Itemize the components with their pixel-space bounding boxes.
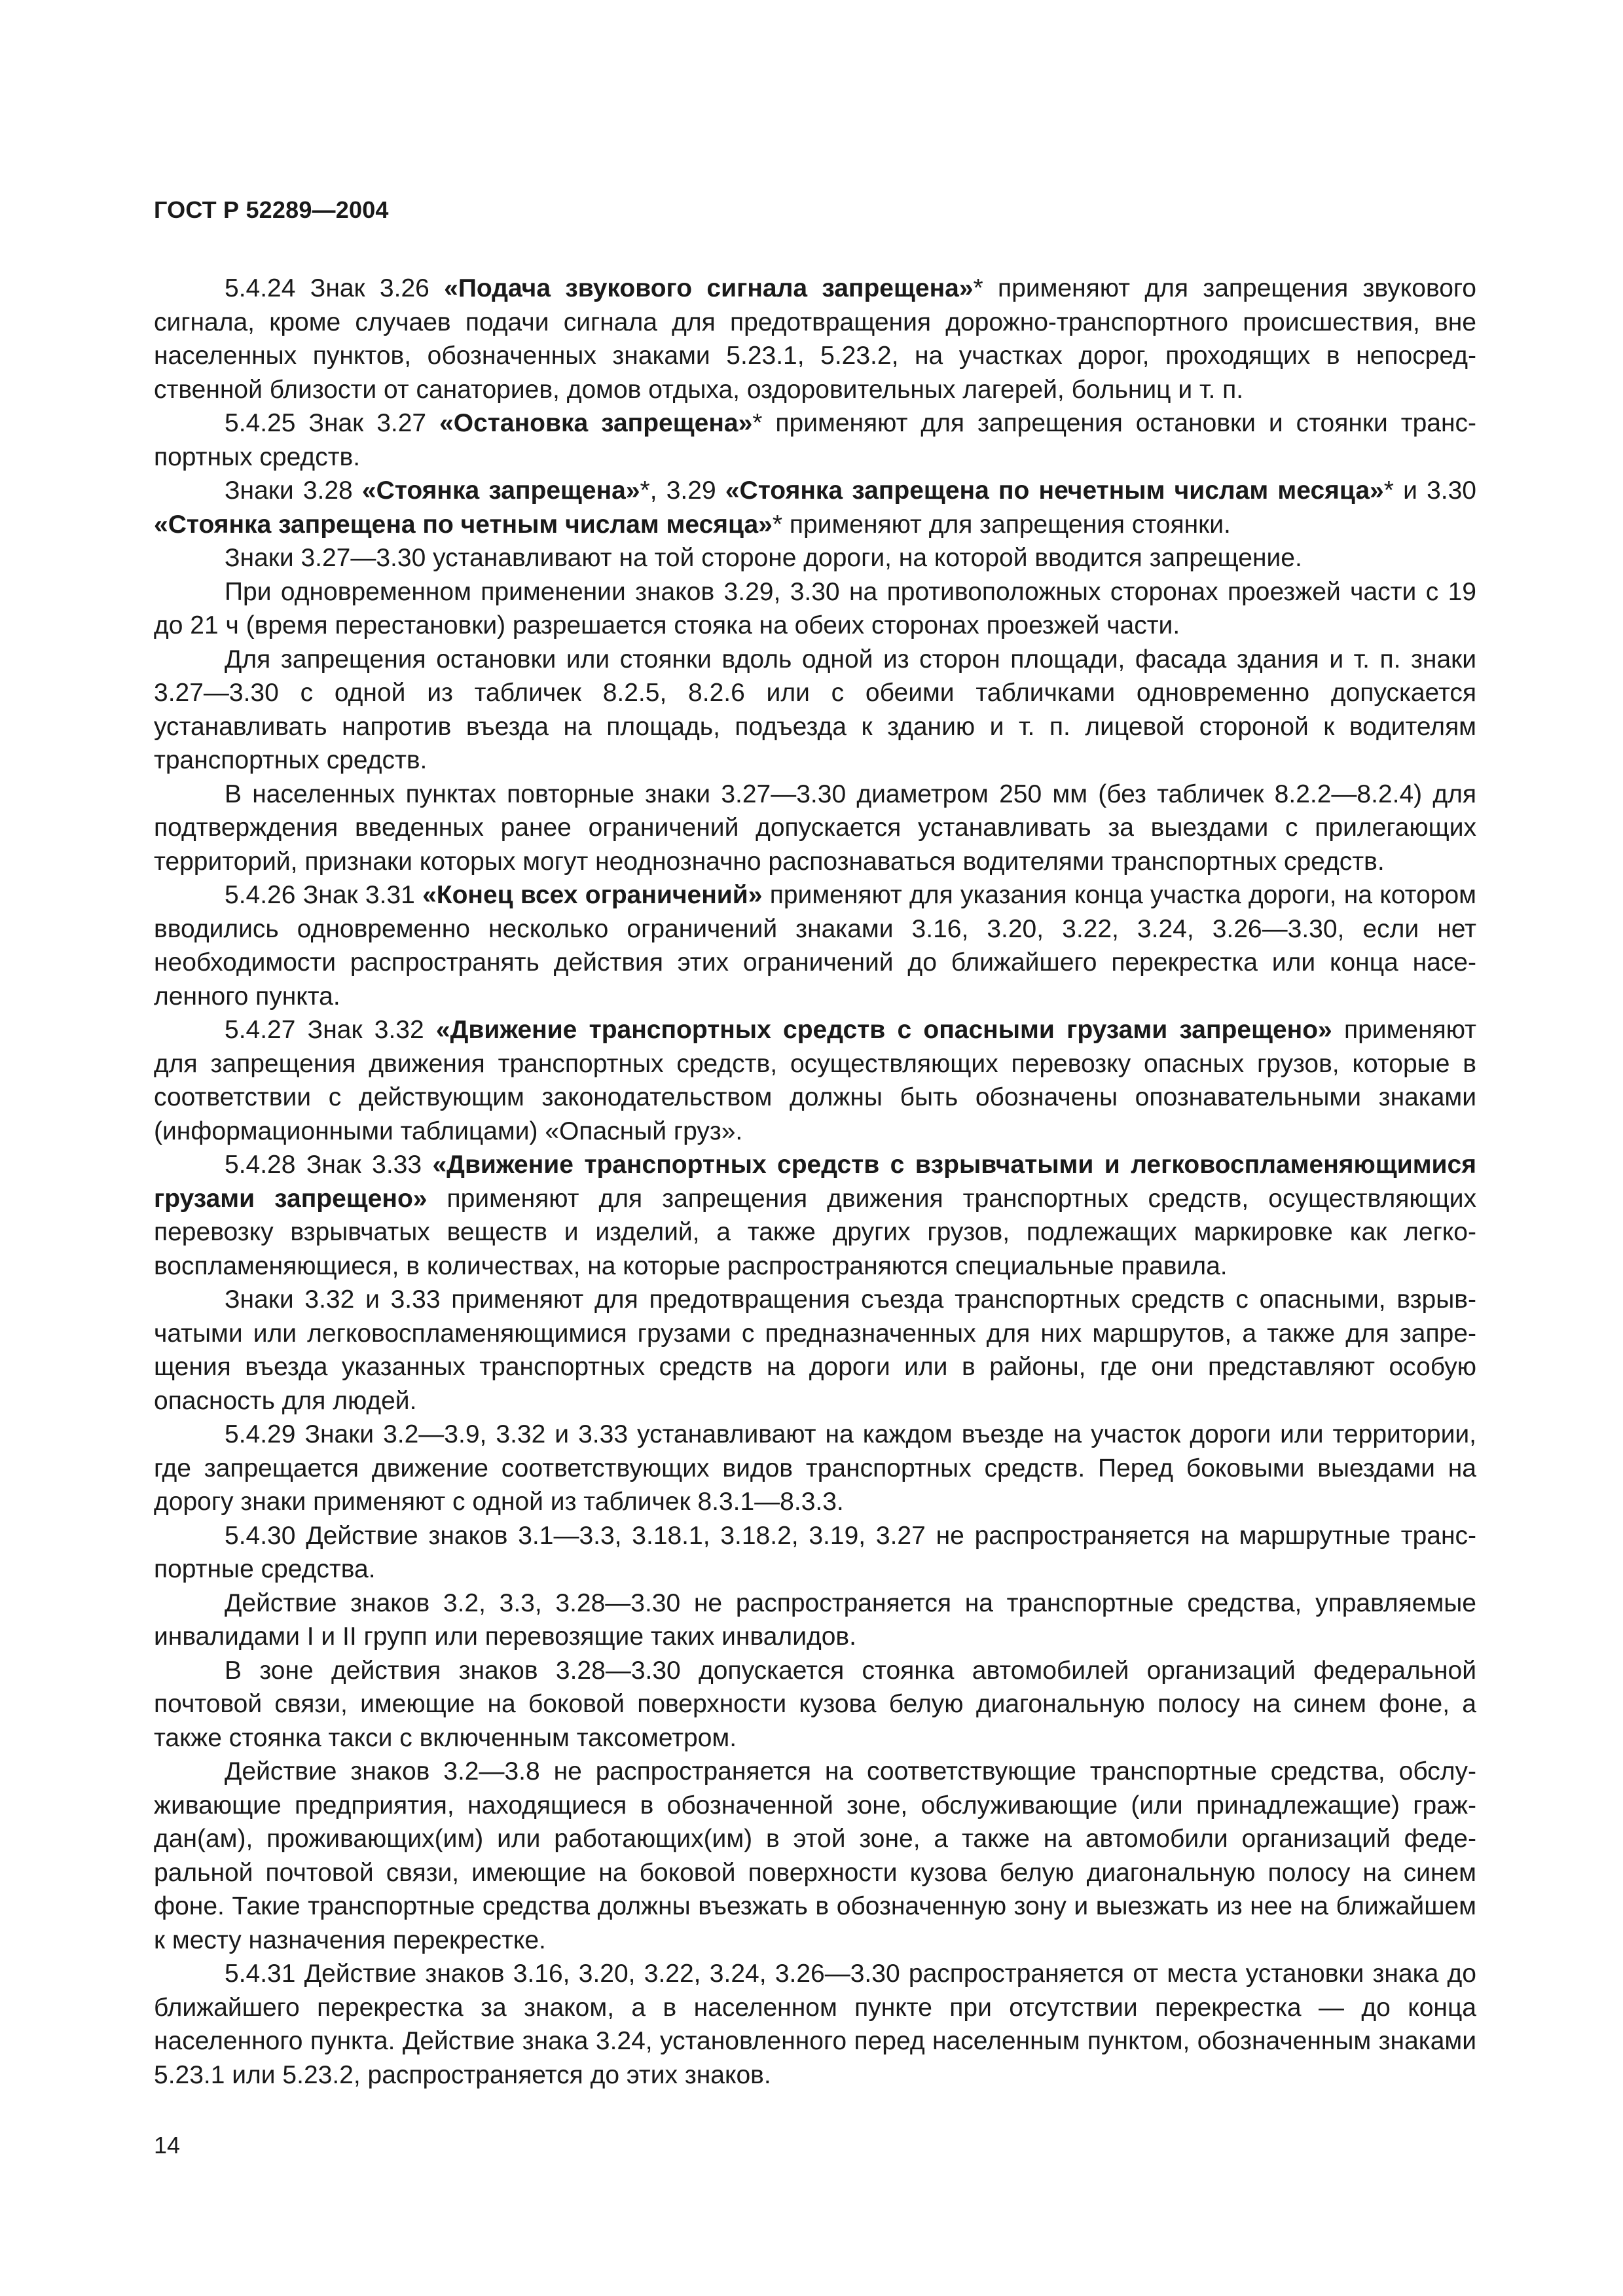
sign-name-bold: «Конец всех ограничений» bbox=[422, 881, 763, 909]
text-run: 5.4.27 Знак 3.32 bbox=[225, 1016, 436, 1044]
text-run: 5.4.29 Знаки 3.2—3.9, 3.32 и 3.33 устанавливают на каждом въезде на участок дороги или территории, где запрещается движение соответствующих видов транспортных средств. Перед боковыми выездами на дорогу знаки применяют с одной из табличек 8.3.1—8.3.3. bbox=[154, 1420, 1476, 1516]
text-run: В населенных пунктах повторные знаки 3.27—3.30 диаметром 250 мм (без табличек 8.2.2—8.2.4) для подтверждения введенных ранее ограничений допускается устанавливать за выездами с прилегающих территорий, признаки которых могут неоднозначно распознаваться водителями транспортных средств. bbox=[154, 780, 1476, 876]
text-run: Для запрещения остановки или стоянки вдоль одной из сторон площади, фасада здания и т. п. знаки 3.27—3.30 с одной из табличек 8.2.5, 8.2.6 или с обеими табличками одновременно допускается устанавливать напротив въезда на площадь, подъезда к зданию и т. п. лицевой стороной к водителям транспортных средств. bbox=[154, 645, 1476, 774]
paragraph bbox=[154, 1957, 1476, 2092]
text-run: При одновременном применении знаков 3.29, 3.30 на противоположных сторонах проезжей части с 19 до 21 ч (время перестановки) разрешается стояка на обеих сторонах проезжей части. bbox=[154, 577, 1476, 639]
paragraph bbox=[154, 474, 1476, 541]
document-body bbox=[154, 272, 1476, 2092]
paragraph bbox=[154, 1654, 1476, 1755]
text-run: применяют для запрещения движения транспортных средств, осуществляющих перевозку взрывчатых веществ и изделий, а также других грузов, подлежащих маркировке как легковоспламеняющиеся, в количествах, на которые распространяются специальные правила. bbox=[154, 1184, 1476, 1280]
text-run: 5.4.24 Знак 3.26 bbox=[225, 274, 445, 302]
text-run: * применяют для запрещения звукового сигнала, кроме случаев подачи сигнала для предотвращения дорожно-транспортного происшествия, вне населенных пунктов, обозначенных знаками 5.23.1, 5.23.2, на участках дорог, проходящих в непосредственной близости от санаториев, домов отдыха, оздоровительных лагерей, больниц и т. п. bbox=[154, 274, 1476, 404]
paragraph bbox=[154, 878, 1476, 1013]
text-run: * и 3.30 bbox=[1383, 476, 1476, 505]
text-run: применяют для запрещения движения транспортных средств, осуществляющих перевозку опасных грузов, которые в соответствии с действующим законодательством должны быть обозначены опознавательными знаками (информационными таблицами) «Опасный груз». bbox=[154, 1016, 1476, 1145]
paragraph bbox=[154, 1519, 1476, 1587]
sign-name-bold: «Стоянка запрещена» bbox=[361, 476, 640, 505]
text-run: 5.4.25 Знак 3.27 bbox=[225, 409, 440, 437]
sign-name-bold: «Стоянка запрещена по нечетным числам месяца» bbox=[725, 476, 1384, 505]
text-run: Знаки 3.28 bbox=[225, 476, 362, 505]
text-run: Знаки 3.27—3.30 устанавливают на той стороне дороги, на которой вводится запрещение. bbox=[225, 544, 1302, 572]
sign-name-bold: «Движение транспортных средств с опасными грузами запрещено» bbox=[435, 1016, 1332, 1044]
text-run: *, 3.29 bbox=[640, 476, 725, 505]
text-run: * применяют для запрещения стоянки. bbox=[772, 510, 1231, 539]
paragraph bbox=[154, 1148, 1476, 1283]
text-run: Знаки 3.32 и 3.33 применяют для предотвращения съезда транспортных средств с опасными, взрывчатыми или легковоспламеняющимися грузами с предназначенных для них маршрутов, а также для запрещения въезда указанных транспортных средств на дороги или в районы, где они представляют особую опасность для людей. bbox=[154, 1285, 1476, 1415]
paragraph bbox=[154, 272, 1476, 406]
text-run: В зоне действия знаков 3.28—3.30 допускается стоянка автомобилей организаций федеральной почтовой связи, имеющие на боковой поверхности кузова белую диагональную полосу на синем фоне, а также стоянка такси с включенным таксометром. bbox=[154, 1656, 1476, 1752]
paragraph bbox=[154, 1755, 1476, 1957]
text-run: 5.4.26 Знак 3.31 bbox=[225, 881, 423, 909]
text-run: 5.4.28 Знак 3.33 bbox=[225, 1151, 433, 1179]
paragraph bbox=[154, 643, 1476, 778]
paragraph bbox=[154, 1418, 1476, 1519]
paragraph bbox=[154, 778, 1476, 879]
sign-name-bold: «Остановка запрещена» bbox=[439, 409, 753, 437]
text-run: 5.4.31 Действие знаков 3.16, 3.20, 3.22, 3.24, 3.26—3.30 распространяется от места установки знака до ближайшего перекрестка за знаком, а в населенном пункте при отсутствии перекрестка — до конца населенного пункта. Действие знака 3.24, установленного перед населенным пунктом, обозначенным знаками 5.23.1 или 5.23.2, распространяется до этих знаков. bbox=[154, 1960, 1476, 2089]
paragraph bbox=[154, 1283, 1476, 1418]
text-run: Действие знаков 3.2—3.8 не распространяется на соответствующие транспортные средства, обслуживающие предприятия, находящиеся в обозначенной зоне, обслуживающие (или принадлежащие) граждан(ам), проживающих(им) или работающих(им) в этой зоне, а также на автомобили организаций федеральной почтовой связи, имеющие на боковой поверхности кузова белую диагональную полосу на синем фоне. Такие транспортные средства должны въезжать в обозначенную зону и выезжать из нее на ближайшем к месту назначения перекрестке. bbox=[154, 1757, 1476, 1954]
paragraph bbox=[154, 575, 1476, 643]
paragraph bbox=[154, 1013, 1476, 1148]
page-number: 14 bbox=[154, 2132, 181, 2159]
sign-name-bold: «Подача звукового сигнала запрещена» bbox=[444, 274, 974, 302]
text-run: * применяют для запрещения остановки и стоянки транспортных средств. bbox=[154, 409, 1476, 471]
sign-name-bold: «Стоянка запрещена по четным числам месяца» bbox=[154, 510, 773, 539]
paragraph bbox=[154, 406, 1476, 474]
sign-name-bold: «Движение транспортных средств с взрывчатыми и легковоспламеняющимися грузами запрещено» bbox=[154, 1151, 1476, 1213]
text-run: применяют для указания конца участка дороги, на котором вводились одновременно несколько ограничений знаками 3.16, 3.20, 3.22, 3.24, 3.26—3.30, если нет необходимости распространять действия этих ограничений до ближайшего перекрестка или конца населенного пункта. bbox=[154, 881, 1476, 1011]
text-run: 5.4.30 Действие знаков 3.1—3.3, 3.18.1, 3.18.2, 3.19, 3.27 не распространяется на маршрутные транспортные средства. bbox=[154, 1521, 1476, 1583]
text-run: Действие знаков 3.2, 3.3, 3.28—3.30 не распространяется на транспортные средства, управляемые инвалидами I и II групп или перевозящие таких инвалидов. bbox=[154, 1588, 1476, 1651]
paragraph bbox=[154, 1587, 1476, 1654]
paragraph bbox=[154, 541, 1476, 575]
standard-code-header: ГОСТ Р 52289—2004 bbox=[154, 196, 389, 223]
